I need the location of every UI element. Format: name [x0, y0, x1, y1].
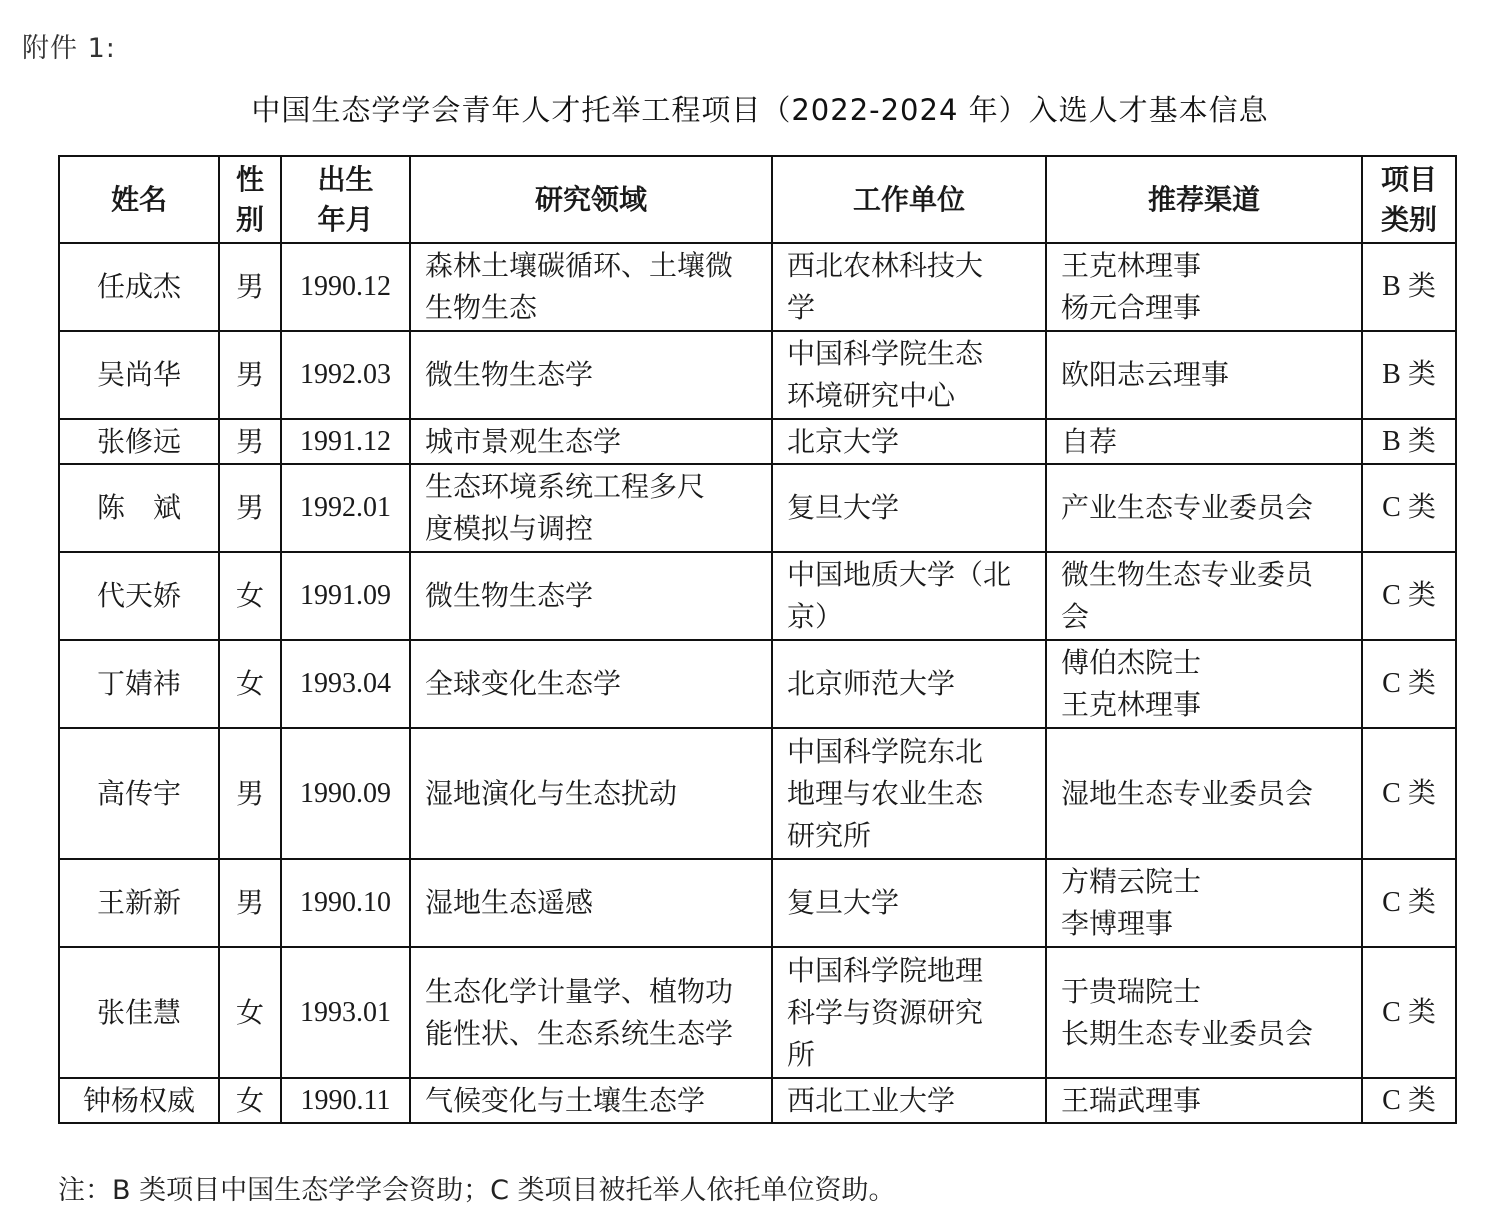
cell-unit-line: 中国地质大学（北 [787, 558, 1012, 591]
cell-channel [1046, 947, 1362, 1078]
cell-gender: 男 [219, 464, 281, 552]
cell-gender: 女 [219, 552, 281, 640]
cell-channel [1046, 640, 1362, 728]
cell-channel-line: 杨元合理事 [1061, 291, 1202, 324]
table-row [59, 243, 1456, 331]
table-row [59, 859, 1456, 947]
table-row [59, 464, 1456, 552]
cell-unit-line: 北京大学 [787, 424, 900, 458]
cell-name: 王新新 [59, 859, 219, 947]
cell-category: C 类 [1362, 552, 1456, 640]
cell-category: C 类 [1362, 1078, 1456, 1123]
cell-field-line: 湿地演化与生态扰动 [425, 776, 678, 810]
cell-field [410, 859, 772, 947]
cell-birth: 1990.10 [281, 859, 410, 947]
cell-field-line: 生物生态 [425, 291, 538, 324]
cell-channel-line: 欧阳志云理事 [1061, 358, 1230, 391]
cell-channel-line: 王克林理事 [1061, 688, 1202, 721]
cell-unit-line: 京） [787, 600, 844, 633]
cell-birth: 1992.01 [281, 464, 410, 552]
cell-channel [1046, 859, 1362, 947]
cell-unit [772, 464, 1046, 552]
cell-unit-line: 所 [787, 1037, 816, 1071]
cell-unit-line: 复旦大学 [787, 886, 900, 919]
cell-field [410, 947, 772, 1078]
cell-name: 丁婧祎 [59, 640, 219, 728]
attachment-label: 附件 1: [22, 33, 116, 64]
cell-name: 张修远 [59, 419, 219, 464]
header-gender [219, 156, 281, 243]
cell-channel-line: 微生物生态专业委员 [1061, 558, 1314, 591]
cell-category: C 类 [1362, 859, 1456, 947]
table-row [59, 947, 1456, 1078]
cell-unit [772, 331, 1046, 419]
cell-field [410, 640, 772, 728]
cell-channel-line: 湿地生态专业委员会 [1061, 776, 1314, 810]
cell-field-line: 湿地生态遥感 [425, 886, 594, 919]
cell-name: 高传宇 [59, 728, 219, 859]
footnote: 注：B 类项目中国生态学学会资助；C 类项目被托举人依托单位资助。 [58, 1175, 896, 1206]
cell-channel [1046, 464, 1362, 552]
cell-field-line: 度模拟与调控 [425, 512, 594, 545]
cell-category: B 类 [1362, 331, 1456, 419]
header-birth [281, 156, 410, 243]
cell-birth: 1993.04 [281, 640, 410, 728]
table-row [59, 728, 1456, 859]
cell-gender: 女 [219, 640, 281, 728]
cell-unit [772, 947, 1046, 1078]
header-channel: 推荐渠道 [1046, 156, 1362, 243]
cell-name: 吴尚华 [59, 331, 219, 419]
header-gender-line: 别 [235, 202, 264, 236]
cell-unit-line: 中国科学院生态 [787, 337, 984, 370]
cell-unit-line: 中国科学院地理 [787, 953, 984, 987]
cell-unit-line: 地理与农业生态 [787, 776, 984, 810]
header-birth-line: 出生 [317, 162, 374, 196]
cell-channel-line: 于贵瑞院士 [1061, 974, 1202, 1008]
cell-channel [1046, 1078, 1362, 1123]
cell-channel [1046, 419, 1362, 464]
cell-field-line: 微生物生态学 [425, 358, 594, 391]
cell-name: 代天娇 [59, 552, 219, 640]
cell-channel [1046, 728, 1362, 859]
table-row [59, 552, 1456, 640]
cell-unit [772, 640, 1046, 728]
talent-info-table [58, 155, 1457, 1124]
cell-field [410, 552, 772, 640]
header-field: 研究领域 [410, 156, 772, 243]
cell-unit-line: 学 [787, 291, 816, 324]
cell-unit-line: 复旦大学 [787, 491, 900, 524]
cell-birth: 1992.03 [281, 331, 410, 419]
cell-channel-line: 王瑞武理事 [1061, 1083, 1202, 1117]
cell-unit-line: 科学与资源研究 [787, 995, 984, 1029]
cell-birth: 1990.11 [281, 1078, 410, 1123]
cell-unit-line: 北京师范大学 [787, 667, 956, 700]
header-birth-line: 年月 [317, 202, 374, 236]
cell-name: 张佳慧 [59, 947, 219, 1078]
header-category [1362, 156, 1456, 243]
cell-field-line: 城市景观生态学 [425, 424, 622, 458]
cell-field [410, 464, 772, 552]
cell-channel-line: 李博理事 [1061, 907, 1174, 940]
cell-channel-line: 自荐 [1061, 424, 1118, 458]
cell-channel-line: 傅伯杰院士 [1061, 646, 1202, 679]
cell-field [410, 1078, 772, 1123]
cell-gender: 男 [219, 419, 281, 464]
cell-gender: 男 [219, 243, 281, 331]
cell-field-line: 微生物生态学 [425, 579, 594, 612]
cell-field [410, 243, 772, 331]
cell-birth: 1990.09 [281, 728, 410, 859]
cell-category: C 类 [1362, 947, 1456, 1078]
cell-channel-line: 会 [1061, 600, 1090, 633]
cell-birth: 1990.12 [281, 243, 410, 331]
header-category-line: 项目 [1380, 162, 1437, 196]
cell-field-line: 能性状、生态系统生态学 [425, 1016, 734, 1050]
document-title: 中国生态学学会青年人才托举工程项目（2022-2024 年）入选人才基本信息 [251, 93, 1269, 127]
cell-category: C 类 [1362, 464, 1456, 552]
cell-birth: 1991.09 [281, 552, 410, 640]
cell-channel-line: 方精云院士 [1061, 865, 1202, 898]
header-gender-line: 性 [235, 162, 264, 196]
cell-field-line: 气候变化与土壤生态学 [425, 1083, 706, 1117]
header-category-line: 类别 [1380, 202, 1437, 236]
cell-unit [772, 552, 1046, 640]
header-name: 姓名 [59, 156, 219, 243]
cell-channel-line: 王克林理事 [1061, 249, 1202, 282]
table-row [59, 1078, 1456, 1123]
cell-channel [1046, 552, 1362, 640]
cell-unit [772, 243, 1046, 331]
cell-channel [1046, 331, 1362, 419]
table-row [59, 640, 1456, 728]
cell-unit-line: 西北农林科技大 [787, 249, 984, 282]
cell-unit-line: 西北工业大学 [787, 1083, 956, 1117]
cell-field [410, 331, 772, 419]
cell-category: B 类 [1362, 419, 1456, 464]
cell-birth: 1993.01 [281, 947, 410, 1078]
cell-channel [1046, 243, 1362, 331]
cell-gender: 女 [219, 947, 281, 1078]
cell-name: 任成杰 [59, 243, 219, 331]
cell-channel-line: 产业生态专业委员会 [1061, 491, 1314, 524]
table-header-row [59, 156, 1456, 243]
header-unit: 工作单位 [772, 156, 1046, 243]
cell-unit [772, 728, 1046, 859]
cell-category: C 类 [1362, 640, 1456, 728]
table-body [59, 243, 1456, 1123]
cell-field-line: 生态化学计量学、植物功 [425, 974, 734, 1008]
cell-channel-line: 长期生态专业委员会 [1061, 1016, 1314, 1050]
cell-field-line: 森林土壤碳循环、土壤微 [425, 249, 734, 282]
cell-unit [772, 419, 1046, 464]
cell-birth: 1991.12 [281, 419, 410, 464]
cell-name: 钟杨权威 [59, 1078, 219, 1123]
cell-field [410, 728, 772, 859]
cell-unit-line: 研究所 [787, 818, 872, 852]
cell-field-line: 生态环境系统工程多尺 [425, 470, 706, 503]
table-row [59, 331, 1456, 419]
cell-field [410, 419, 772, 464]
table-row [59, 419, 1456, 464]
cell-category: C 类 [1362, 728, 1456, 859]
cell-gender: 女 [219, 1078, 281, 1123]
cell-unit-line: 环境研究中心 [787, 379, 956, 412]
cell-gender: 男 [219, 728, 281, 859]
cell-gender: 男 [219, 859, 281, 947]
cell-field-line: 全球变化生态学 [425, 667, 622, 700]
cell-unit [772, 1078, 1046, 1123]
cell-unit-line: 中国科学院东北 [787, 734, 984, 768]
cell-unit [772, 859, 1046, 947]
cell-name: 陈 斌 [59, 464, 219, 552]
cell-gender: 男 [219, 331, 281, 419]
cell-category: B 类 [1362, 243, 1456, 331]
